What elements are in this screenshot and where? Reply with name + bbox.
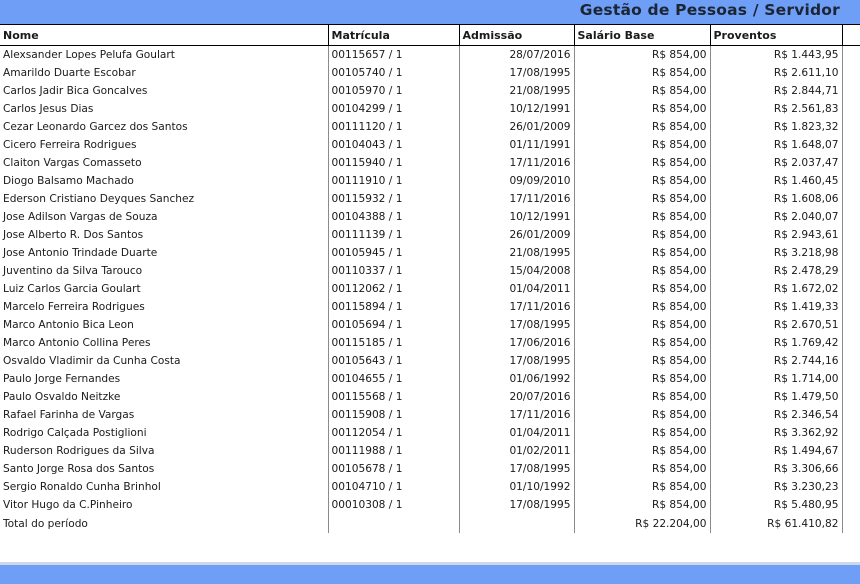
top-header-bar xyxy=(0,0,860,24)
cell-nome: Jose Adilson Vargas de Souza xyxy=(0,208,328,226)
cell-matricula: 00115894 / 1 xyxy=(328,298,459,316)
cell-proventos: R$ 2.478,29 xyxy=(710,262,842,280)
cell-proventos: R$ 1.823,32 xyxy=(710,118,842,136)
cell-matricula: 00105740 / 1 xyxy=(328,64,459,82)
cell-nome: Cezar Leonardo Garcez dos Santos xyxy=(0,118,328,136)
row-spacer xyxy=(842,334,860,352)
table-row[interactable] xyxy=(0,424,860,442)
cell-nome: Carlos Jadir Bica Goncalves xyxy=(0,82,328,100)
row-spacer xyxy=(842,208,860,226)
header-spacer xyxy=(842,25,860,46)
cell-matricula: 00115908 / 1 xyxy=(328,406,459,424)
cell-admissao: 17/11/2016 xyxy=(459,406,574,424)
cell-salario-base: R$ 854,00 xyxy=(574,172,710,190)
cell-salario-base: R$ 854,00 xyxy=(574,388,710,406)
cell-matricula: 00104655 / 1 xyxy=(328,370,459,388)
total-matricula-empty xyxy=(328,514,459,533)
row-spacer xyxy=(842,316,860,334)
page-title: Gestão de Pessoas / Servidor xyxy=(579,1,840,19)
row-spacer xyxy=(842,442,860,460)
servidores-table xyxy=(0,24,860,533)
cell-admissao: 01/11/1991 xyxy=(459,136,574,154)
cell-proventos: R$ 5.480,95 xyxy=(710,496,842,514)
cell-admissao: 17/08/1995 xyxy=(459,496,574,514)
cell-salario-base: R$ 854,00 xyxy=(574,460,710,478)
table-row[interactable] xyxy=(0,280,860,298)
cell-matricula: 00111910 / 1 xyxy=(328,172,459,190)
cell-admissao: 17/06/2016 xyxy=(459,334,574,352)
row-spacer xyxy=(842,262,860,280)
cell-salario-base: R$ 854,00 xyxy=(574,190,710,208)
cell-proventos: R$ 1.769,42 xyxy=(710,334,842,352)
cell-nome: Paulo Jorge Fernandes xyxy=(0,370,328,388)
cell-salario-base: R$ 854,00 xyxy=(574,424,710,442)
cell-admissao: 01/10/1992 xyxy=(459,478,574,496)
cell-matricula: 00105643 / 1 xyxy=(328,352,459,370)
table-row[interactable] xyxy=(0,370,860,388)
cell-salario-base: R$ 854,00 xyxy=(574,154,710,172)
cell-matricula: 00105694 / 1 xyxy=(328,316,459,334)
row-spacer xyxy=(842,298,860,316)
cell-salario-base: R$ 854,00 xyxy=(574,280,710,298)
table-row[interactable] xyxy=(0,298,860,316)
cell-admissao: 21/08/1995 xyxy=(459,244,574,262)
column-header-admissao[interactable]: Admissão xyxy=(459,25,574,46)
cell-nome: Jose Alberto R. Dos Santos xyxy=(0,226,328,244)
cell-proventos: R$ 1.443,95 xyxy=(710,46,842,65)
cell-matricula: 00115940 / 1 xyxy=(328,154,459,172)
cell-salario-base: R$ 854,00 xyxy=(574,496,710,514)
row-spacer xyxy=(842,496,860,514)
cell-matricula: 00111139 / 1 xyxy=(328,226,459,244)
row-spacer xyxy=(842,154,860,172)
cell-proventos: R$ 1.608,06 xyxy=(710,190,842,208)
cell-proventos: R$ 2.670,51 xyxy=(710,316,842,334)
cell-admissao: 26/01/2009 xyxy=(459,118,574,136)
row-spacer xyxy=(842,244,860,262)
cell-admissao: 26/01/2009 xyxy=(459,226,574,244)
cell-admissao: 17/08/1995 xyxy=(459,64,574,82)
cell-nome: Juventino da Silva Tarouco xyxy=(0,262,328,280)
cell-admissao: 10/12/1991 xyxy=(459,208,574,226)
row-spacer xyxy=(842,118,860,136)
cell-salario-base: R$ 854,00 xyxy=(574,82,710,100)
table-body xyxy=(0,46,860,515)
row-spacer xyxy=(842,460,860,478)
cell-nome: Diogo Balsamo Machado xyxy=(0,172,328,190)
cell-proventos: R$ 1.714,00 xyxy=(710,370,842,388)
cell-proventos: R$ 2.037,47 xyxy=(710,154,842,172)
row-spacer xyxy=(842,82,860,100)
cell-admissao: 17/11/2016 xyxy=(459,190,574,208)
cell-salario-base: R$ 854,00 xyxy=(574,406,710,424)
total-row xyxy=(0,514,860,533)
cell-admissao: 17/08/1995 xyxy=(459,316,574,334)
table-row[interactable] xyxy=(0,334,860,352)
bottom-footer-bar xyxy=(0,565,860,584)
cell-admissao: 01/04/2011 xyxy=(459,424,574,442)
table-row[interactable] xyxy=(0,352,860,370)
cell-proventos: R$ 3.306,66 xyxy=(710,460,842,478)
table-row[interactable] xyxy=(0,64,860,82)
cell-nome: Paulo Osvaldo Neitzke xyxy=(0,388,328,406)
cell-salario-base: R$ 854,00 xyxy=(574,208,710,226)
cell-proventos: R$ 1.419,33 xyxy=(710,298,842,316)
cell-nome: Ederson Cristiano Deyques Sanchez xyxy=(0,190,328,208)
column-header-nome[interactable]: Nome xyxy=(0,25,328,46)
cell-matricula: 00010308 / 1 xyxy=(328,496,459,514)
table-row[interactable] xyxy=(0,496,860,514)
cell-proventos: R$ 2.744,16 xyxy=(710,352,842,370)
total-salario-base: R$ 22.204,00 xyxy=(574,514,710,533)
table-row[interactable] xyxy=(0,118,860,136)
total-label: Total do período xyxy=(0,514,328,533)
total-admissao-empty xyxy=(459,514,574,533)
cell-matricula: 00115568 / 1 xyxy=(328,388,459,406)
row-spacer xyxy=(842,100,860,118)
row-spacer xyxy=(842,190,860,208)
cell-proventos: R$ 3.218,98 xyxy=(710,244,842,262)
cell-nome: Carlos Jesus Dias xyxy=(0,100,328,118)
cell-matricula: 00105678 / 1 xyxy=(328,460,459,478)
row-spacer xyxy=(842,64,860,82)
cell-nome: Osvaldo Vladimir da Cunha Costa xyxy=(0,352,328,370)
cell-admissao: 09/09/2010 xyxy=(459,172,574,190)
cell-matricula: 00111120 / 1 xyxy=(328,118,459,136)
cell-admissao: 17/11/2016 xyxy=(459,298,574,316)
cell-admissao: 17/08/1995 xyxy=(459,460,574,478)
column-header-proventos[interactable]: Proventos xyxy=(710,25,842,46)
row-spacer xyxy=(842,136,860,154)
cell-proventos: R$ 1.479,50 xyxy=(710,388,842,406)
cell-nome: Rodrigo Calçada Postiglioni xyxy=(0,424,328,442)
cell-proventos: R$ 2.561,83 xyxy=(710,100,842,118)
row-spacer xyxy=(842,388,860,406)
cell-proventos: R$ 2.346,54 xyxy=(710,406,842,424)
cell-matricula: 00111988 / 1 xyxy=(328,442,459,460)
table-row[interactable] xyxy=(0,262,860,280)
cell-salario-base: R$ 854,00 xyxy=(574,244,710,262)
cell-nome: Claiton Vargas Comasseto xyxy=(0,154,328,172)
column-header-matricula[interactable]: Matrícula xyxy=(328,25,459,46)
cell-salario-base: R$ 854,00 xyxy=(574,46,710,65)
table-row[interactable] xyxy=(0,190,860,208)
cell-nome: Amarildo Duarte Escobar xyxy=(0,64,328,82)
table-row[interactable] xyxy=(0,208,860,226)
cell-nome: Alexsander Lopes Pelufa Goulart xyxy=(0,46,328,65)
table-row[interactable] xyxy=(0,442,860,460)
total-proventos: R$ 61.410,82 xyxy=(710,514,842,533)
cell-nome: Sergio Ronaldo Cunha Brinhol xyxy=(0,478,328,496)
cell-salario-base: R$ 854,00 xyxy=(574,298,710,316)
cell-matricula: 00112054 / 1 xyxy=(328,424,459,442)
row-spacer xyxy=(842,352,860,370)
table-row[interactable] xyxy=(0,478,860,496)
cell-salario-base: R$ 854,00 xyxy=(574,442,710,460)
cell-proventos: R$ 1.672,02 xyxy=(710,280,842,298)
cell-admissao: 20/07/2016 xyxy=(459,388,574,406)
table-row[interactable] xyxy=(0,100,860,118)
row-spacer xyxy=(842,226,860,244)
table-row[interactable] xyxy=(0,172,860,190)
cell-matricula: 00115932 / 1 xyxy=(328,190,459,208)
cell-proventos: R$ 2.844,71 xyxy=(710,82,842,100)
cell-matricula: 00112062 / 1 xyxy=(328,280,459,298)
cell-salario-base: R$ 854,00 xyxy=(574,334,710,352)
table-row[interactable] xyxy=(0,316,860,334)
cell-admissao: 17/11/2016 xyxy=(459,154,574,172)
cell-nome: Ruderson Rodrigues da Silva xyxy=(0,442,328,460)
cell-nome: Vitor Hugo da C.Pinheiro xyxy=(0,496,328,514)
column-header-salario-base[interactable]: Salário Base xyxy=(574,25,710,46)
cell-nome: Santo Jorge Rosa dos Santos xyxy=(0,460,328,478)
table-row[interactable] xyxy=(0,244,860,262)
cell-matricula: 00105970 / 1 xyxy=(328,82,459,100)
cell-salario-base: R$ 854,00 xyxy=(574,478,710,496)
cell-matricula: 00104043 / 1 xyxy=(328,136,459,154)
cell-nome: Cicero Ferreira Rodrigues xyxy=(0,136,328,154)
cell-salario-base: R$ 854,00 xyxy=(574,136,710,154)
cell-admissao: 15/04/2008 xyxy=(459,262,574,280)
cell-matricula: 00115185 / 1 xyxy=(328,334,459,352)
cell-admissao: 28/07/2016 xyxy=(459,46,574,65)
cell-salario-base: R$ 854,00 xyxy=(574,316,710,334)
row-spacer xyxy=(842,424,860,442)
cell-proventos: R$ 2.943,61 xyxy=(710,226,842,244)
cell-salario-base: R$ 854,00 xyxy=(574,64,710,82)
cell-admissao: 21/08/1995 xyxy=(459,82,574,100)
cell-nome: Marco Antonio Bica Leon xyxy=(0,316,328,334)
row-spacer xyxy=(842,478,860,496)
cell-salario-base: R$ 854,00 xyxy=(574,370,710,388)
cell-admissao: 01/04/2011 xyxy=(459,280,574,298)
cell-salario-base: R$ 854,00 xyxy=(574,352,710,370)
cell-proventos: R$ 1.460,45 xyxy=(710,172,842,190)
cell-nome: Marco Antonio Collina Peres xyxy=(0,334,328,352)
cell-proventos: R$ 1.494,67 xyxy=(710,442,842,460)
table-row[interactable] xyxy=(0,460,860,478)
row-spacer xyxy=(842,280,860,298)
cell-salario-base: R$ 854,00 xyxy=(574,226,710,244)
table-row[interactable] xyxy=(0,226,860,244)
cell-proventos: R$ 3.230,23 xyxy=(710,478,842,496)
cell-proventos: R$ 3.362,92 xyxy=(710,424,842,442)
cell-nome: Luiz Carlos Garcia Goulart xyxy=(0,280,328,298)
cell-matricula: 00115657 / 1 xyxy=(328,46,459,65)
table-row[interactable] xyxy=(0,82,860,100)
table-row[interactable] xyxy=(0,46,860,65)
cell-nome: Marcelo Ferreira Rodrigues xyxy=(0,298,328,316)
cell-proventos: R$ 1.648,07 xyxy=(710,136,842,154)
cell-matricula: 00105945 / 1 xyxy=(328,244,459,262)
table-row[interactable] xyxy=(0,154,860,172)
cell-salario-base: R$ 854,00 xyxy=(574,118,710,136)
cell-matricula: 00110337 / 1 xyxy=(328,262,459,280)
cell-proventos: R$ 2.611,10 xyxy=(710,64,842,82)
cell-salario-base: R$ 854,00 xyxy=(574,262,710,280)
row-spacer xyxy=(842,406,860,424)
table-row[interactable] xyxy=(0,406,860,424)
cell-admissao: 01/06/1992 xyxy=(459,370,574,388)
cell-matricula: 00104388 / 1 xyxy=(328,208,459,226)
cell-nome: Rafael Farinha de Vargas xyxy=(0,406,328,424)
table-row[interactable] xyxy=(0,388,860,406)
row-spacer xyxy=(842,46,860,65)
cell-admissao: 17/08/1995 xyxy=(459,352,574,370)
cell-nome: Jose Antonio Trindade Duarte xyxy=(0,244,328,262)
cell-salario-base: R$ 854,00 xyxy=(574,100,710,118)
cell-admissao: 01/02/2011 xyxy=(459,442,574,460)
cell-matricula: 00104299 / 1 xyxy=(328,100,459,118)
table-row[interactable] xyxy=(0,136,860,154)
row-spacer xyxy=(842,370,860,388)
cell-matricula: 00104710 / 1 xyxy=(328,478,459,496)
row-spacer xyxy=(842,172,860,190)
cell-admissao: 10/12/1991 xyxy=(459,100,574,118)
table-header-row xyxy=(0,25,860,46)
cell-proventos: R$ 2.040,07 xyxy=(710,208,842,226)
row-spacer xyxy=(842,514,860,533)
